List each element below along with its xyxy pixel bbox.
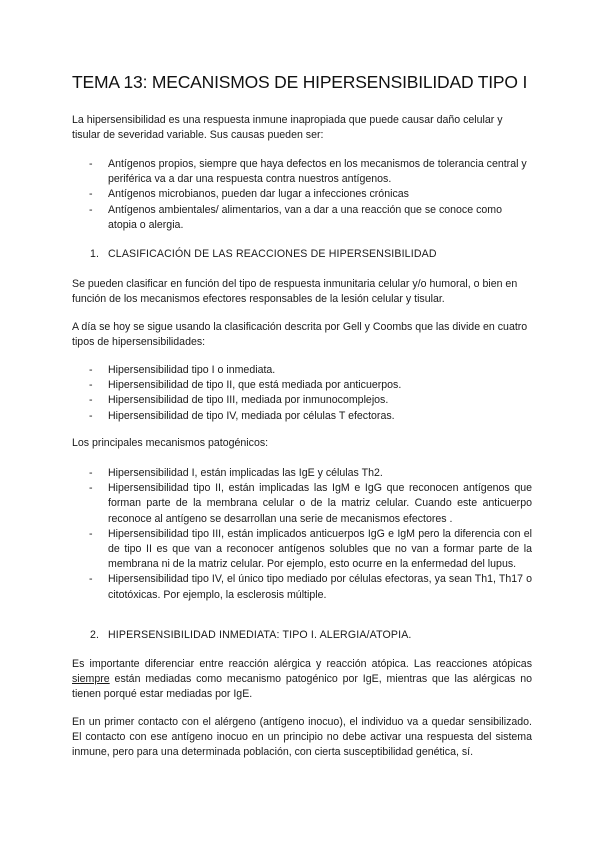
section-number: 2.	[90, 629, 100, 641]
section-number: 1.	[90, 248, 100, 260]
dash-marker: -	[89, 394, 93, 407]
list-item-text: Hipersensibilidad tipo I o inmediata.	[108, 364, 276, 376]
underlined-word: siempre	[72, 673, 110, 686]
list-item	[72, 393, 532, 408]
list-item-text: Hipersensibilidad de tipo II, que está mediada por anticuerpos.	[108, 379, 402, 392]
dash-marker: -	[89, 573, 93, 586]
section-1-heading	[72, 247, 532, 262]
list-item	[72, 187, 532, 202]
list-item	[72, 157, 532, 187]
list-item	[72, 466, 532, 481]
dash-marker: -	[89, 364, 93, 376]
section-title: HIPERSENSIBILIDAD INMEDIATA: TIPO I. ALERGIA/ATOPIA.	[108, 629, 412, 641]
list-item-text: Hipersensibilidad de tipo IV, mediada por células T efectoras.	[108, 409, 395, 422]
classification-paragraph: Se pueden clasificar en función del tipo de respuesta inmunitaria celular y/o humoral, o bien en función de los mecanismos efectores responsables de la lesión celular y tisular.	[72, 278, 518, 306]
list-item-text: Antígenos microbianos, pueden dar lugar a infecciones crónicas	[108, 188, 409, 201]
list-item-text: Hipersensibilidad de tipo III, mediada por inmunocomplejos.	[108, 394, 389, 407]
atopic-paragraph	[72, 657, 532, 703]
dash-marker: -	[89, 482, 93, 495]
list-item	[72, 572, 532, 602]
causes-list	[72, 157, 532, 233]
page-title: TEMA 13: MECANISMOS DE HIPERSENSIBILIDAD TIPO I	[72, 72, 528, 92]
dash-marker: -	[89, 203, 93, 216]
mechanisms-list	[72, 466, 532, 603]
list-item	[72, 378, 532, 393]
mechanisms-paragraph: Los principales mecanismos patogénicos:	[72, 437, 269, 449]
list-item-text: Hipersensibilidad tipo II, están implicadas las IgM e IgG que reconocen antígenos que forman parte de la membrana celular o de la matriz celular. Cuando este anticuerpo reconoce al antígeno se desarrollan una serie de mecanismos efectores .	[108, 482, 532, 525]
list-item	[72, 363, 532, 378]
list-item	[72, 481, 532, 527]
atopic-text-start: Es importante diferenciar entre reacción alérgica y reacción atópica. Las reacciones atópicas	[72, 658, 532, 670]
list-item	[72, 247, 532, 262]
list-item-text: Antígenos ambientales/ alimentarios, van a dar a una reacción que se conoce como atopia o alergia.	[108, 203, 502, 231]
dash-marker: -	[89, 409, 93, 422]
dash-marker: -	[89, 188, 93, 201]
gell-coombs-paragraph: A día se hoy se sigue usando la clasificación descrita por Gell y Coombs que las divide en cuatro tipos de hipersensibilidades:	[72, 321, 528, 349]
list-item-text: Antígenos propios, siempre que haya defectos en los mecanismos de tolerancia central y periférica va a dar una respuesta contra nuestros antígenos.	[108, 158, 527, 186]
section-2-heading	[72, 628, 532, 643]
intro-paragraph: La hipersensibilidad es una respuesta inmune inapropiada que puede causar daño celular y tisular de severidad variable. Sus causas pueden ser:	[72, 114, 503, 142]
dash-marker: -	[89, 467, 93, 479]
list-item	[72, 409, 532, 424]
list-item-text: Hipersensibilidad tipo IV, el único tipo mediado por células efectoras, ya sean Th1, Th17 o citotóxicas. Por ejemplo, la esclerosis múltiple.	[108, 573, 532, 601]
dash-marker: -	[89, 158, 93, 170]
dash-marker: -	[89, 527, 93, 540]
first-contact-paragraph: En un primer contacto con el alérgeno (antígeno inocuo), el individuo va a quedar sensibilizado. El contacto con ese antígeno inocuo en un principio no debe activar una respuesta del sistema inmune, pero para una determinada población, con cierta susceptibilidad genética, sí.	[72, 716, 532, 759]
list-item-text: Hipersensibilidad I, están implicadas las IgE y células Th2.	[108, 467, 383, 479]
atopic-text-end: están mediadas como mecanismo patogénico por IgE, mientras que las alérgicas no tienen porqué estar mediadas por IgE.	[72, 673, 532, 701]
dash-marker: -	[89, 379, 93, 392]
list-item	[72, 203, 532, 233]
list-item	[72, 628, 532, 643]
list-item	[72, 527, 532, 573]
section-title: CLASIFICACIÓN DE LAS REACCIONES DE HIPERSENSIBILIDAD	[108, 248, 437, 260]
list-item-text: Hipersensibilidad tipo III, están implicados anticuerpos IgG e IgM pero la diferencia con el de tipo II es que van a reconocer antígenos solubles que no van a formar parte de la membrana ni de la matriz celular. Por ejemplo, esto ocurre en la enfermedad del lupus.	[108, 527, 532, 571]
types-list	[72, 363, 532, 424]
